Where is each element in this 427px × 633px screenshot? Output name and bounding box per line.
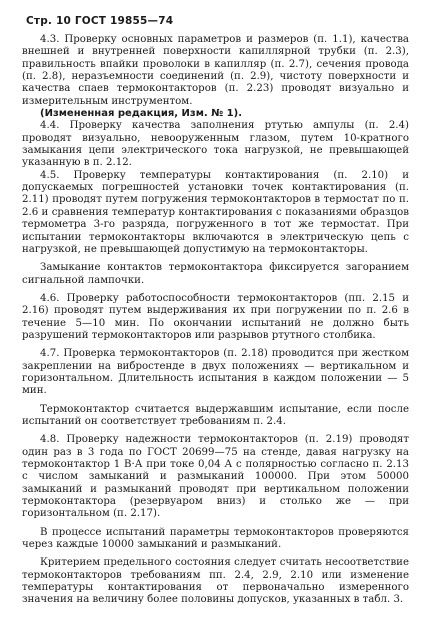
paragraph-criterion: Критерием предельного состояния следует считать несоответствие термоконтакторов требованиям пп. 2.4, 2.9, 2.10 или изменение температуры контактирования от первоначально измеренного значения на величину более половины допусков, указанных в табл. 3. [22,557,409,606]
paragraph-4-7: 4.7. Проверка термоконтакторов (п. 2.18) проводится при жестком закреплении на вибростенде в двух положениях — вертикальном и горизонтальном. Длительность испытания в каждом положении — 5 мин. [22,348,409,397]
paragraph-closure: Замыкание контактов термоконтактора фиксируется загоранием сигнальной лампочки. [22,262,409,286]
paragraph-4-6: 4.6. Проверку работоспособности термоконтакторов (пп. 2.15 и 2.16) проводят путем выдерживания их при погружении по п. 2.6 в течение 5—10 мин. По окончании испытаний не должно быть разрушений термоконтакторов или разрывов ртутного столбика. [22,292,409,341]
paragraph-process: В процессе испытаний параметры термоконтакторов проверяются через каждые 10000 замыканий и размыканий. [22,526,409,551]
paragraph-4-8: 4.8. Проверку надежности термоконтакторов (п. 2.19) проводят один раз в 3 года по ГОСТ 20699—75 на стенде, давая нагрузку на термоконтактор 1 В·А при токе 0,04 А с полярностью согласно п. 2.13 с числом замыканий и размыканий 100000. При этом 50000 замыканий и размыканий проводят при вертикальном положении термоконтактора (резервуаром вниз) и столько же — при горизонтальном (п. 2.17). [22,434,409,520]
paragraph-4-4: 4.4. Проверку качества заполнения ртутью ампулы (п. 2.4) проводят визуально, невооруженным глазом, путем 10-кратного замыкания цепи электрического тока нагрузкой, не превышающей указанную в п. 2.12. [22,120,409,169]
revision-note: (Измененная редакция, Изм. № 1). [40,108,243,120]
paragraph-4-3: 4.3. Проверку основных параметров и размеров (п. 1.1), качества внешней и внутренней поверхности капиллярной трубки (п. 2.3), правильность впайки проволоки в капилляр (п. 2.7), сечения провода (п. 2.8), неразъемности соединений (п. 2.9), чистоту поверхности и качества спаев термоконтакторов (п. 2.23) проводят визуально и измерительным инструментом. [22,34,409,107]
document-body [22,34,409,607]
paragraph-passed: Термоконтактор считается выдержавшим испытание, если после испытаний он соответствует требованиям п. 2.4. [22,403,409,427]
paragraph-4-5: 4.5. Проверку температуры контактирования (п. 2.10) и допускаемых погрешностей установки точек контактирования (п. 2.11) проводят путем погружения термоконтакторов в термостат по п. 2.6 и сравнения температур контактирования с показаниями образцов термометра 3-го разряда, погруженного в тот же термостат. При испытании термоконтакторы включаются в электрическую цепь с нагрузкой, не превышающей допустимую на термоконтакторы. [22,169,409,255]
page-header: Стр. 10 ГОСТ 19855—74 [26,15,174,27]
